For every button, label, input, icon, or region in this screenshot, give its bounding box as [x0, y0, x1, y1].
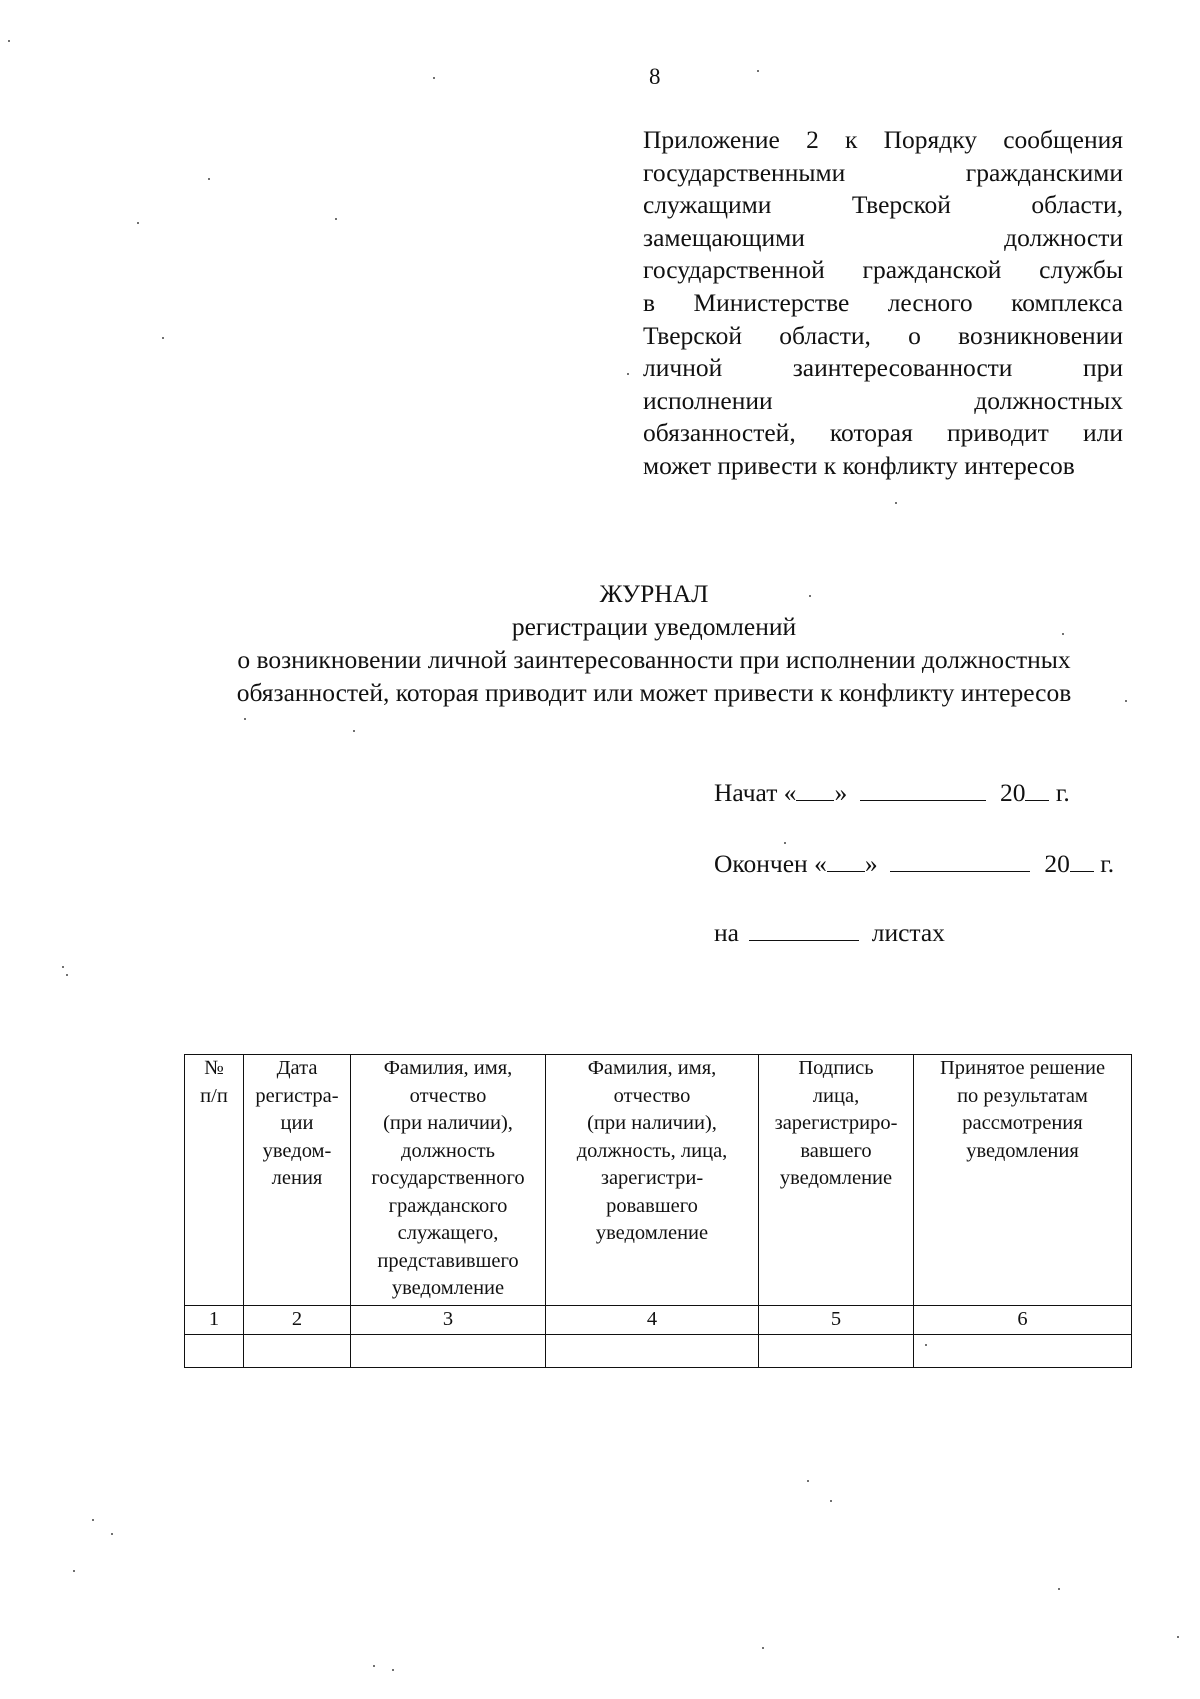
journal-title-block — [170, 577, 1138, 709]
header-line: зарегистри- — [600, 1167, 704, 1189]
appendix-line: замещающими должности — [643, 222, 1123, 252]
column-number: 4 — [546, 1306, 759, 1335]
header-line: уведомление — [595, 1222, 709, 1244]
header-line: Фамилия, имя, — [587, 1057, 717, 1079]
header-line: Подпись — [798, 1057, 874, 1079]
empty-cell[interactable] — [546, 1334, 759, 1367]
header-line: (при наличии), — [587, 1112, 717, 1134]
journal-subtitle: регистрации уведомлений — [511, 612, 797, 641]
column-number-row — [185, 1306, 1132, 1335]
header-cell — [759, 1055, 914, 1306]
year-blank[interactable] — [1025, 778, 1049, 801]
header-line: уведомление — [779, 1167, 893, 1189]
header-line: отчество — [613, 1084, 691, 1107]
header-line: ровавшего — [606, 1194, 698, 1217]
appendix-line: обязанностей, которая приводит или — [643, 418, 1123, 448]
header-line: вавшего — [800, 1139, 872, 1162]
empty-cell[interactable] — [185, 1334, 244, 1367]
header-line: ления — [271, 1167, 323, 1189]
finished-date-field — [714, 849, 1114, 879]
appendix-line: Приложение 2 к Порядку сообщения — [643, 125, 1123, 154]
sheets-count-field — [714, 918, 945, 948]
column-number: 1 — [185, 1306, 244, 1335]
header-line: ции — [280, 1112, 314, 1134]
header-line: Фамилия, имя, — [383, 1057, 513, 1079]
appendix-line: служащими Тверской области, — [643, 190, 1123, 220]
header-line: отчество — [409, 1084, 487, 1107]
day-blank[interactable] — [827, 849, 865, 872]
header-line: гражданского — [388, 1194, 508, 1217]
quote-close: » — [864, 849, 878, 878]
journal-subtitle: обязанностей, которая приводит или может привести к конфликту интересов — [236, 678, 1072, 707]
header-line: уведом- — [262, 1139, 332, 1162]
header-line: регистра- — [255, 1084, 339, 1107]
started-label: Начат « — [714, 778, 797, 807]
header-line: п/п — [200, 1084, 228, 1107]
column-number: 2 — [244, 1306, 351, 1335]
appendix-note — [643, 124, 1123, 483]
header-cell — [351, 1055, 546, 1306]
header-line: государственного — [371, 1167, 525, 1189]
appendix-line: государственной гражданской службы — [643, 255, 1123, 285]
sheets-suffix: листах — [871, 918, 945, 947]
empty-cell[interactable] — [244, 1334, 351, 1367]
appendix-line: может привести к конфликту интересов — [643, 450, 1075, 480]
column-number: 5 — [759, 1306, 914, 1335]
header-line: по результатам — [957, 1084, 1088, 1107]
header-line: Дата — [276, 1057, 318, 1079]
empty-cell[interactable] — [351, 1334, 546, 1367]
page-number: 8 — [649, 64, 661, 89]
header-cell — [914, 1055, 1132, 1306]
journal-table — [184, 1054, 1132, 1368]
appendix-line: исполнении должностных — [643, 385, 1123, 415]
year-suffix: г. — [1100, 849, 1115, 878]
header-line: № — [204, 1057, 224, 1079]
header-line: уведомление — [391, 1277, 505, 1299]
column-number: 6 — [914, 1306, 1132, 1335]
header-cell — [185, 1055, 244, 1306]
table-row — [185, 1334, 1132, 1367]
header-line: (при наличии), — [383, 1112, 513, 1134]
year-blank[interactable] — [1070, 849, 1094, 872]
appendix-line: в Министерстве лесного комплекса — [643, 287, 1123, 317]
header-line: рассмотрения — [962, 1112, 1083, 1134]
appendix-line: личной заинтересованности при — [643, 353, 1123, 383]
header-line: Принятое решение — [939, 1057, 1106, 1079]
header-cell — [546, 1055, 759, 1306]
header-line: должность, лица, — [576, 1139, 728, 1162]
year-prefix: 20 — [1044, 849, 1070, 878]
quote-close: » — [834, 778, 848, 807]
journal-subtitle: о возникновении личной заинтересованности при исполнении должностных — [237, 645, 1071, 674]
month-blank[interactable] — [890, 849, 1030, 872]
journal-heading: ЖУРНАЛ — [599, 579, 709, 608]
empty-cell[interactable] — [914, 1334, 1132, 1367]
header-line: должность — [401, 1139, 495, 1162]
header-line: зарегистриро- — [774, 1112, 898, 1134]
day-blank[interactable] — [796, 778, 834, 801]
finished-label: Окончен « — [714, 849, 827, 878]
header-cell — [244, 1055, 351, 1306]
month-blank[interactable] — [860, 778, 986, 801]
sheets-prefix: на — [714, 918, 739, 947]
header-line: лица, — [812, 1084, 860, 1107]
column-number: 3 — [351, 1306, 546, 1335]
sheets-blank[interactable] — [749, 918, 859, 941]
appendix-line: Тверской области, о возникновении — [643, 320, 1123, 350]
table-header-row — [185, 1055, 1132, 1306]
empty-cell[interactable] — [759, 1334, 914, 1367]
year-suffix: г. — [1055, 778, 1070, 807]
appendix-line: государственными гражданскими — [643, 157, 1123, 187]
started-date-field — [714, 778, 1070, 808]
header-line: уведомления — [966, 1139, 1079, 1162]
header-line: служащего, — [397, 1222, 499, 1244]
header-line: представившего — [377, 1249, 519, 1272]
year-prefix: 20 — [999, 778, 1026, 807]
